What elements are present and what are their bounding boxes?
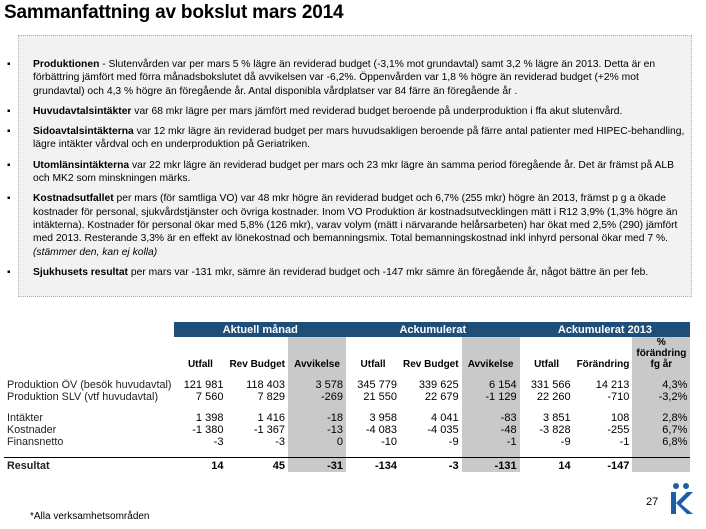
table-cell: 22 260 [536, 391, 571, 403]
spacer-cell [346, 370, 400, 379]
bullet-heading: Kostnadsutfallet [33, 193, 114, 205]
row-label: Produktion ÖV (besök huvudavtal) [7, 379, 172, 391]
bullet-marker: ▪ [7, 266, 11, 278]
col-header: Förändring [576, 359, 630, 370]
table-cell: 339 625 [418, 379, 459, 391]
column-header-row [4, 337, 690, 370]
table-row [4, 391, 690, 403]
bullet-marker: ▪ [7, 59, 11, 70]
table-cell: 2,8% [632, 412, 690, 424]
bullet-heading: Utomlänsintäkterna [33, 159, 130, 171]
table-cell: -3 [275, 436, 286, 448]
table-cell: -1 [619, 436, 630, 448]
spacer-cell [632, 370, 690, 379]
table-cell: -3,2% [632, 391, 690, 403]
table-cell: -9 [448, 436, 459, 448]
page-number: 27 [646, 496, 659, 508]
table-cell: -134 [346, 458, 400, 473]
spacer-cell [520, 403, 574, 412]
bullet-heading: Sjukhusets resultat [33, 266, 128, 278]
bullet-text: per mars var -131 mkr, sämre än reviderad budget och -147 mkr sämre än föregående år, något bättre än per feb. [128, 266, 649, 278]
col-header: Utfall [360, 359, 386, 370]
table-cell: 7 829 [257, 391, 286, 403]
page-title: Sammanfattning av bokslut mars 2014 [4, 2, 344, 23]
table-cell: -9 [560, 436, 571, 448]
spacer-cell [346, 403, 400, 412]
spacer-cell [462, 448, 520, 458]
table-cell: -3 828 [539, 424, 571, 436]
table-total-row [4, 458, 690, 473]
bullet-heading: Sidoavtalsintäkterna [33, 126, 134, 138]
spacer-cell [462, 403, 520, 412]
col-header: Utfall [534, 359, 560, 370]
table-cell: -255 [607, 424, 630, 436]
spacer-cell [4, 403, 174, 412]
table-cell: 14 213 [595, 379, 630, 391]
karolinska-logo-icon [668, 482, 694, 516]
spacer-cell [462, 370, 520, 379]
bullet-text: var 68 mkr lägre per mars jämfört med reviderad budget beroende på underproduktion i ffa akut slutenvård. [131, 105, 623, 117]
summary-bullet-list [7, 58, 690, 286]
table-cell: 345 779 [357, 379, 398, 391]
table-cell: 6,8% [632, 436, 690, 448]
table-row [4, 412, 690, 424]
bullet-main-contract-revenue [7, 105, 690, 118]
spacer-cell [4, 448, 174, 458]
spacer-row [4, 403, 690, 412]
col-header: Rev Budget [229, 359, 286, 370]
group-header-blank [4, 322, 174, 337]
footnote: *Alla verksamhetsområden [30, 511, 150, 522]
table-cell: 3 958 [369, 412, 398, 424]
table-cell: 4 041 [431, 412, 459, 424]
table-row [4, 436, 690, 448]
table-cell: 7 560 [195, 391, 224, 403]
group-accumulated: Ackumulerat [346, 322, 520, 337]
spacer-cell [400, 448, 462, 458]
spacer-cell [574, 448, 633, 458]
bullet-marker: ▪ [7, 193, 11, 205]
spacer-cell [4, 370, 174, 379]
table-cell: 14 [520, 458, 574, 473]
table-cell: 3 851 [543, 412, 571, 424]
table-cell: -31 [288, 458, 346, 473]
spacer-cell [226, 403, 288, 412]
table-cell: 0 [288, 436, 346, 448]
spacer-cell [288, 403, 346, 412]
row-label: Resultat [4, 458, 174, 473]
table-cell: -4 035 [427, 424, 459, 436]
spacer-cell [400, 370, 462, 379]
table-cell: 4,3% [632, 379, 690, 391]
table-cell: 1 416 [257, 412, 286, 424]
bullet-text: per mars (för samtliga VO) var 48 mkr högre än reviderad budget och 6,7% (255 mkr) högre än 2013, främst p g a ökade kostnader för personal, sjukvårdstjänster och övriga kostnader. Inom VO Produktion är kostnadsutvecklingen mätt i R12 3,9% (1,3% högre än intäkterna). Kostnader för personal ökar med 5,8% (126 mkr), varav volym (mätt i närvarande helårsarbeten) har ökat med 2,5% (290) jämfört med 2013. Resterande 3,3% är en effekt av lönekostnad och bemanningsmix. Total bemanningskostnad inkl inhyrd personal ökar med 7 %. [33, 193, 678, 245]
row-label: Produktion SLV (vtf huvudavtal) [7, 391, 159, 403]
spacer-cell [288, 448, 346, 458]
bullet-marker: ▪ [7, 159, 11, 171]
spacer-cell [174, 370, 226, 379]
bullet-text: - Slutenvården var per mars 5 % lägre än reviderad budget (-3,1% mot grundavtal) samt 3,2 % lägre än 2013. Detta är en förbättring jämfört med förra månadsbokslutet då avvikelsen var -6,2%. Öppenvården var 1,8 % högre än reviderad budget (+2% mot grundavtal) och 4,3 % högre än föregående år. Antal disponibla vårdplatser var 84 färre än föregående år . [33, 59, 656, 97]
spacer-cell [520, 370, 574, 379]
column-header-blank [4, 337, 174, 370]
row-label: Kostnader [7, 424, 57, 436]
table-cell: 14 [174, 458, 226, 473]
col-header: Avvikelse [462, 337, 520, 370]
table-cell: -1 [462, 436, 520, 448]
group-header-row [4, 322, 690, 337]
bullet-cost-outcome [7, 192, 690, 258]
table-cell: -10 [381, 436, 398, 448]
bullet-text: var 22 mkr lägre än reviderad budget per mars och 23 mkr lägre än samma period föregående år. Det är främst på ALB och MK2 som minskningen märks. [33, 159, 675, 185]
table-row [4, 424, 690, 436]
table-cell: 121 981 [183, 379, 224, 391]
bullet-text: var 12 mkr lägre än reviderad budget per mars huvudsakligen beroende på färre antal patienter med HIPEC-behandling, lägre intäkter vårdval och en underproduktion på Geriatriken. [33, 126, 685, 151]
spacer-cell [226, 448, 288, 458]
bullet-hospital-result [7, 266, 690, 279]
spacer-cell [288, 370, 346, 379]
table-cell: -18 [288, 412, 346, 424]
bullet-out-of-county-revenue [7, 159, 690, 186]
table-cell: -1 367 [253, 424, 286, 436]
table-cell: 331 566 [530, 379, 571, 391]
bullet-side-contract-revenue [7, 125, 690, 152]
spacer-cell [574, 370, 633, 379]
table-cell: -3 [400, 458, 462, 473]
table-cell: 6 154 [462, 379, 520, 391]
spacer-cell [400, 403, 462, 412]
table-cell: -1 380 [192, 424, 224, 436]
spacer-cell [226, 370, 288, 379]
table-cell: -83 [462, 412, 520, 424]
col-header: % förändring fg år [632, 337, 690, 370]
table-cell: -147 [574, 458, 633, 473]
spacer-cell [174, 448, 226, 458]
spacer-cell [632, 448, 690, 458]
table-cell: -710 [607, 391, 630, 403]
table-cell: 108 [611, 412, 630, 424]
spacer-cell [574, 403, 633, 412]
row-label: Finansnetto [7, 436, 64, 448]
table-cell: -4 083 [365, 424, 398, 436]
col-header: Avvikelse [288, 337, 346, 370]
table-cell: 22 679 [424, 391, 459, 403]
table-cell: 1 398 [195, 412, 224, 424]
financial-summary-table [4, 322, 690, 472]
table-cell: -3 [213, 436, 224, 448]
bullet-marker: ▪ [7, 126, 11, 138]
table-body [4, 370, 690, 472]
spacer-row [4, 448, 690, 458]
spacer-row [4, 370, 690, 379]
table-cell: -269 [288, 391, 346, 403]
bullet-production [7, 58, 690, 98]
table-cell: 6,7% [632, 424, 690, 436]
table-cell: -13 [288, 424, 346, 436]
spacer-cell [520, 448, 574, 458]
bullet-heading: Huvudavtalsintäkter [33, 105, 132, 117]
spacer-cell [346, 448, 400, 458]
table-row [4, 379, 690, 391]
bullet-heading: Produktionen [33, 59, 100, 70]
group-current-month: Aktuell månad [174, 322, 346, 337]
table-cell: 45 [226, 458, 288, 473]
spacer-cell [632, 403, 690, 412]
table-cell: -1 129 [462, 391, 520, 403]
table-cell: 118 403 [246, 379, 286, 391]
group-accumulated-2013: Ackumulerat 2013 [520, 322, 691, 337]
col-header: Rev Budget [403, 359, 459, 370]
table-cell: -48 [462, 424, 520, 436]
table-cell: -131 [462, 458, 520, 473]
bullet-marker: ▪ [7, 105, 11, 117]
spacer-cell [174, 403, 226, 412]
row-label: Intäkter [7, 412, 44, 424]
table-cell [632, 458, 690, 473]
table-cell: 3 578 [288, 379, 346, 391]
table-cell: 21 550 [363, 391, 398, 403]
bullet-note: (stämmer den, kan ej kolla) [33, 246, 158, 258]
col-header: Utfall [187, 359, 213, 370]
